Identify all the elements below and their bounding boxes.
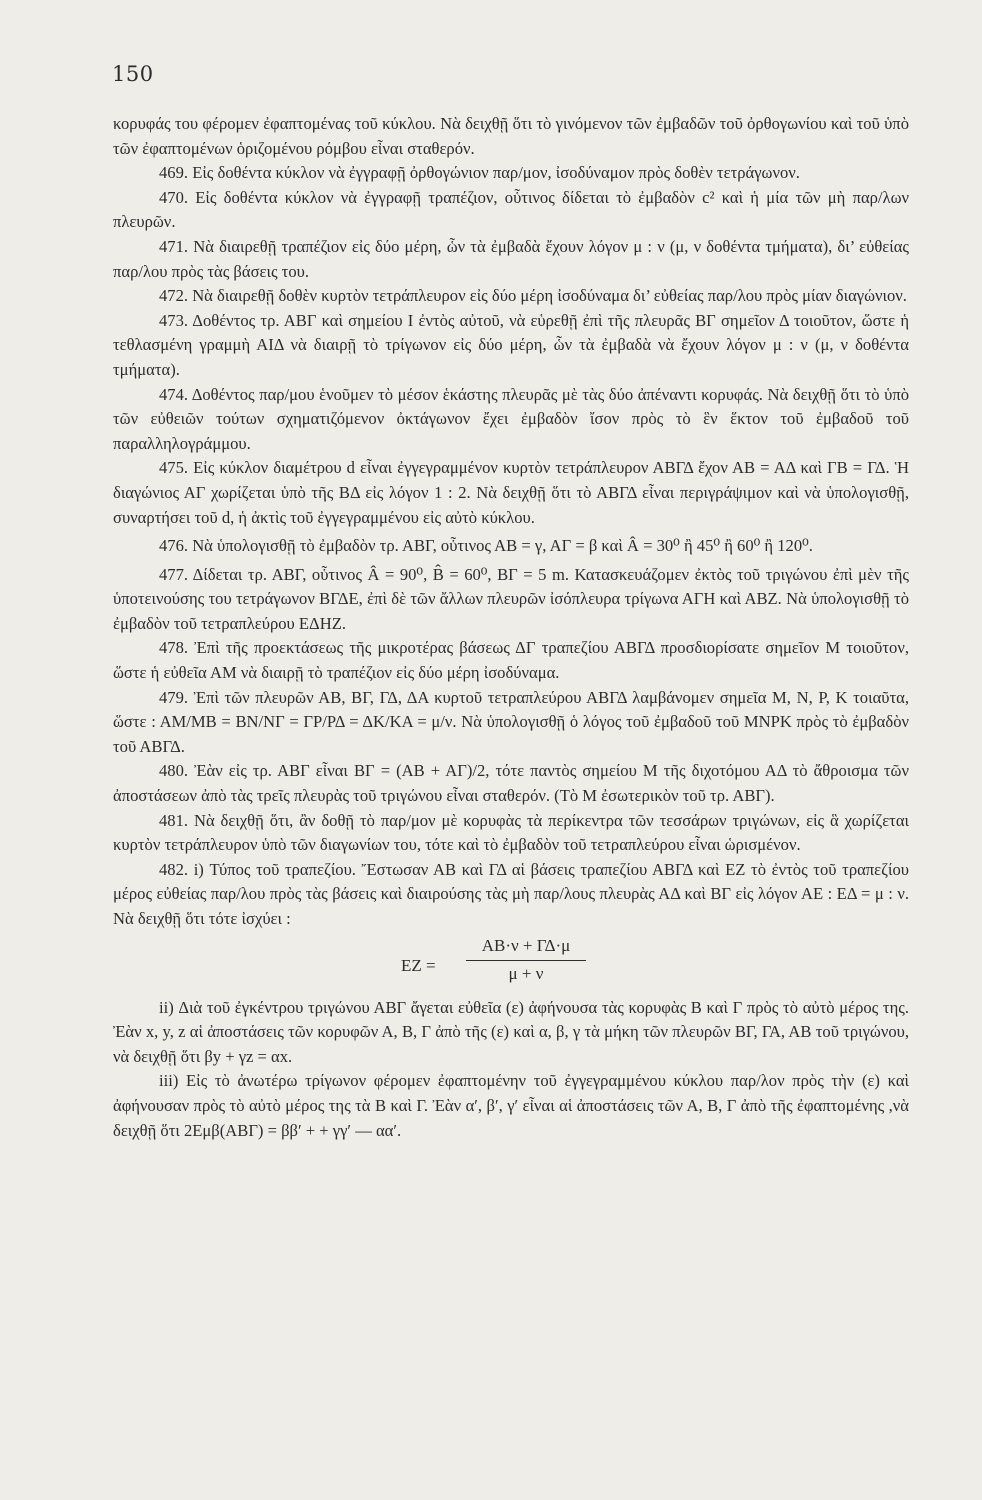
problem-476: 476. Νὰ ὑπολογισθῇ τὸ ἐμβαδὸν τρ. ΑΒΓ, οὗτινος ΑΒ = γ, ΑΓ = β καὶ Â = 30⁰ ἢ 45⁰ ἢ 60⁰ ἢ 120⁰. [159, 536, 813, 556]
problem-474: 474. Δοθέντος παρ/μου ἑνοῦμεν τὸ μέσον ἑκάστης πλευρᾶς μὲ τὰς δύο ἀπέναντι κορυφάς. Νὰ δειχθῇ ὅτι τὸ ὑπὸ τῶν εὐθειῶν τούτων σχηματιζόμενον ὀκτάγωνον ἔχει ἐμβαδὸν ἴσον πρὸς τὸ ἓν ἕκτον τοῦ ἐμβαδοῦ τοῦ παραλληλογράμμου. [113, 384, 909, 453]
paragraph-continuation: κορυφάς του φέρομεν ἐφαπτομένας τοῦ κύκλου. Νὰ δειχθῇ ὅτι τὸ γινόμενον τῶν ἐμβαδῶν τοῦ ὀρθογωνίου καὶ τοῦ ὑπὸ τῶν ἐφαπτομένων ὁριζομένου ρόμβου εἶναι σταθερόν. [113, 114, 909, 158]
problem-479: 479. Ἐπὶ τῶν πλευρῶν ΑΒ, ΒΓ, ΓΔ, ΔΑ κυρτοῦ τετραπλεύρου ΑΒΓΔ λαμβάνομεν σημεῖα Μ, Ν, Ρ, Κ τοιαῦτα, ὥστε : ΑΜ/ΜΒ = ΒΝ/ΝΓ = ΓΡ/ΡΔ = ΔΚ/ΚΑ = μ/ν. Νὰ ὑπολογισθῇ ὁ λόγος τοῦ ἐμβαδοῦ τοῦ ΜΝΡΚ πρὸς τὸ ἐμβαδὸν τοῦ ΑΒΓΔ. [113, 687, 909, 756]
formula-denominator: μ + ν [508, 963, 544, 983]
problem-472: 472. Νὰ διαιρεθῇ δοθὲν κυρτὸν τετράπλευρον εἰς δύο μέρη ἰσοδύναμα δι’ εὐθείας παρ/λου πρὸς μίαν διαγώνιον. [159, 286, 907, 306]
formula-lhs: ΕΖ = [401, 955, 436, 975]
problem-477: 477. Δίδεται τρ. ΑΒΓ, οὗτινος Â = 90⁰, B̂ = 60⁰, ΒΓ = 5 m. Κατασκευάζομεν ἐκτὸς τοῦ τριγώνου ἐπὶ μὲν τῆς ὑποτεινούσης του τετράγωνον ΒΓΔΕ, ἐπὶ δὲ τῶν ἄλλων πλευρῶν ἰσόπλευρα τρίγωνα ΑΓΗ καὶ ΑΒΖ. Νὰ ὑπολογισθῇ τὸ ἐμβαδὸν τοῦ τετραπλεύρου ΕΔΗΖ. [113, 564, 909, 633]
trapezoid-formula [113, 934, 909, 994]
problem-481: 481. Νὰ δειχθῇ ὅτι, ἂν δοθῇ τὸ παρ/μον μὲ κορυφὰς τὰ περίκεντρα τῶν τεσσάρων τριγώνων, εἰς ἃ χωρίζεται κυρτὸν τετράπλευρον ὑπὸ τῶν διαγωνίων του, τότε καὶ τὸ ἐμβαδὸν τοῦ τετραπλεύρου εἶναι ὡρισμένον. [113, 810, 909, 855]
problem-471: 471. Νὰ διαιρεθῇ τραπέζιον εἰς δύο μέρη, ὧν τὰ ἐμβαδὰ ἔχουν λόγον μ : ν (μ, ν δοθέντα τμήματα), δι’ εὐθείας παρ/λου πρὸς τὰς βάσεις του. [113, 236, 909, 281]
problem-482-iii: iii) Εἰς τὸ ἀνωτέρω τρίγωνον φέρομεν ἐφαπτομένην τοῦ ἐγγεγραμμένου κύκλου παρ/λον πρὸς τὴν (ε) καὶ ἀφήνουσαν πρὸς τὸ αὐτὸ μέρος της τὰ Β καὶ Γ. Ἐὰν α′, β′, γ′ εἶναι αἱ ἀποστάσεις τῶν Α, Β, Γ ἀπὸ τῆς ἐφαπτομένης ,νὰ δειχθῇ ὅτι 2Εμβ(ΑΒΓ) = ββ′ + + γγ′ — αα′. [113, 1071, 909, 1140]
problem-470: 470. Εἰς δοθέντα κύκλον νὰ ἐγγραφῇ τραπέζιον, οὗτινος δίδεται τὸ ἐμβαδὸν c² καὶ ἡ μία τῶν μὴ παρ/λων πλευρῶν. [113, 187, 909, 232]
fraction-bar [466, 960, 586, 961]
problem-478: 478. Ἐπὶ τῆς προεκτάσεως τῆς μικροτέρας βάσεως ΔΓ τραπεζίου ΑΒΓΔ προσδιορίσατε σημεῖον Μ τοιοῦτον, ὥστε ἡ εὐθεῖα ΑΜ νὰ διαιρῇ τὸ τραπέζιον εἰς δύο μέρη ἰσοδύναμα. [113, 638, 909, 683]
page-number: 150 [112, 62, 154, 86]
problem-475: 475. Εἰς κύκλον διαμέτρου d εἶναι ἐγγεγραμμένον κυρτὸν τετράπλευρον ΑΒΓΔ ἔχον ΑΒ = ΑΔ καὶ ΓΒ = ΓΔ. Ἡ διαγώνιος ΑΓ χωρίζεται ὑπὸ τῆς ΒΔ εἰς λόγον 1 : 2. Νὰ δειχθῇ ὅτι τὸ ΑΒΓΔ εἶναι περιγράψιμον καὶ νὰ ὑπολογισθῇ, συναρτήσει τοῦ d, ἡ ἀκτὶς τοῦ ἐγγεγραμμένου εἰς αὐτὸ κύκλου. [113, 458, 909, 527]
problem-469: 469. Εἰς δοθέντα κύκλον νὰ ἐγγραφῇ ὀρθογώνιον παρ/μον, ἰσοδύναμον πρὸς δοθὲν τετράγωνον. [159, 163, 800, 183]
problem-480: 480. Ἐὰν εἰς τρ. ΑΒΓ εἶναι ΒΓ = (ΑΒ + ΑΓ)/2, τότε παντὸς σημείου Μ τῆς διχοτόμου ΑΔ τὸ ἄθροισμα τῶν ἀποστάσεων ἀπὸ τὰς τρεῖς πλευρὰς τοῦ τριγώνου εἶναι σταθερόν. (Τὸ Μ ἐσωτερικὸν τοῦ τρ. ΑΒΓ). [113, 761, 909, 806]
formula-numerator: ΑΒ·ν + ΓΔ·μ [481, 935, 571, 955]
problem-473: 473. Δοθέντος τρ. ΑΒΓ καὶ σημείου Ι ἐντὸς αὐτοῦ, νὰ εὑρεθῇ ἐπὶ τῆς πλευρᾶς ΒΓ σημεῖον Δ τοιοῦτον, ὥστε ἡ τεθλασμένη γραμμὴ ΑΙΔ νὰ διαιρῇ τὸ τρίγωνον εἰς δύο μέρη, ὧν τὰ ἐμβαδὰ νὰ ἔχουν λόγον μ : ν (μ, ν δοθέντα τμήματα). [113, 310, 909, 379]
problem-482: 482. i) Τύπος τοῦ τραπεζίου. Ἔστωσαν ΑΒ καὶ ΓΔ αἱ βάσεις τραπεζίου ΑΒΓΔ καὶ ΕΖ τὸ ἐντὸς τοῦ τραπεζίου μέρος εὐθείας παρ/λου πρὸς τὰς βάσεις καὶ διαιρούσης τὰς μὴ παρ/λους πλευρὰς ΑΔ καὶ ΒΓ εἰς λόγον ΑΕ : ΕΔ = μ : ν. Νὰ δειχθῇ ὅτι τότε ἰσχύει : [113, 859, 909, 928]
formula-fraction [466, 934, 586, 985]
page-body [113, 112, 909, 1143]
problem-482-ii: ii) Διὰ τοῦ ἐγκέντρου τριγώνου ΑΒΓ ἄγεται εὐθεῖα (ε) ἀφήνουσα τὰς κορυφὰς Β καὶ Γ πρὸς τὸ αὐτὸ μέρος της. Ἐὰν x, y, z αἱ ἀποστάσεις τῶν κορυφῶν Α, Β, Γ ἀπὸ τῆς (ε) καὶ α, β, γ τὰ μήκη τῶν πλευρῶν ΒΓ, ΓΑ, ΑΒ τοῦ τριγώνου, νὰ δειχθῇ ὅτι βy + γz = αx. [113, 997, 909, 1066]
